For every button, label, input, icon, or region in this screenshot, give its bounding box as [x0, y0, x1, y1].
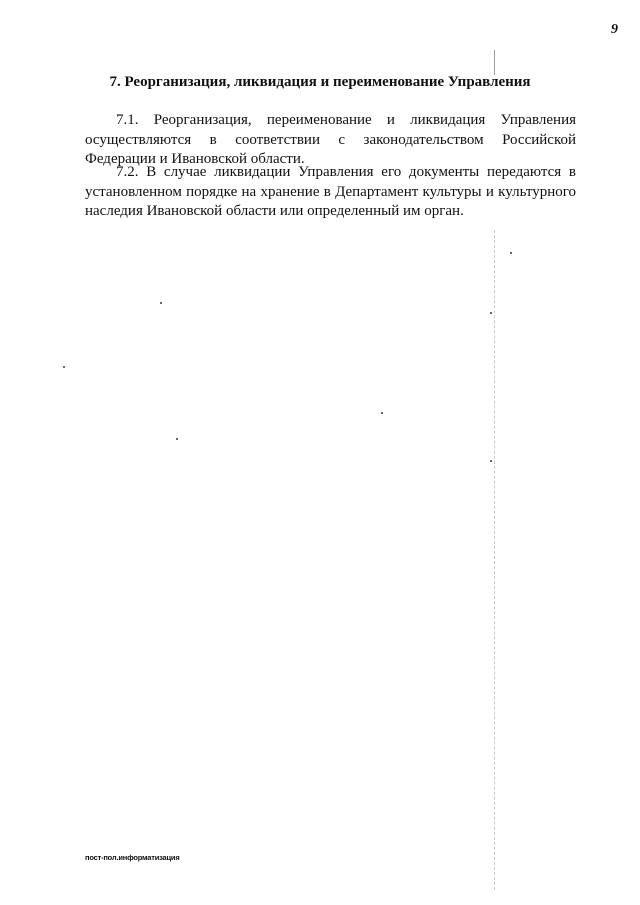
section-heading: 7. Реорганизация, ликвидация и переименование Управления	[109, 74, 531, 90]
paragraph-7-1: 7.1. Реорганизация, переименование и ликвидация Управления осуществляются в соответствии с законодательством Российской Федерации и Ивановской области.	[85, 112, 576, 167]
scan-speck	[176, 438, 178, 440]
scan-speck	[490, 312, 492, 314]
footer-label: пост-пол.информатизация	[85, 853, 180, 862]
paragraph-7-2: 7.2. В случае ликвидации Управления его документы передаются в установленном порядке на хранение в Департамент культуры и культурного наследия Ивановской области или определенный им орган.	[85, 164, 576, 219]
scan-speck	[63, 366, 65, 368]
scan-artifact-dashed-line	[494, 230, 495, 890]
page-number: 9	[611, 22, 618, 37]
scan-speck	[490, 460, 492, 462]
scan-speck	[510, 252, 512, 254]
scan-speck	[160, 302, 162, 304]
scan-speck	[381, 412, 383, 414]
